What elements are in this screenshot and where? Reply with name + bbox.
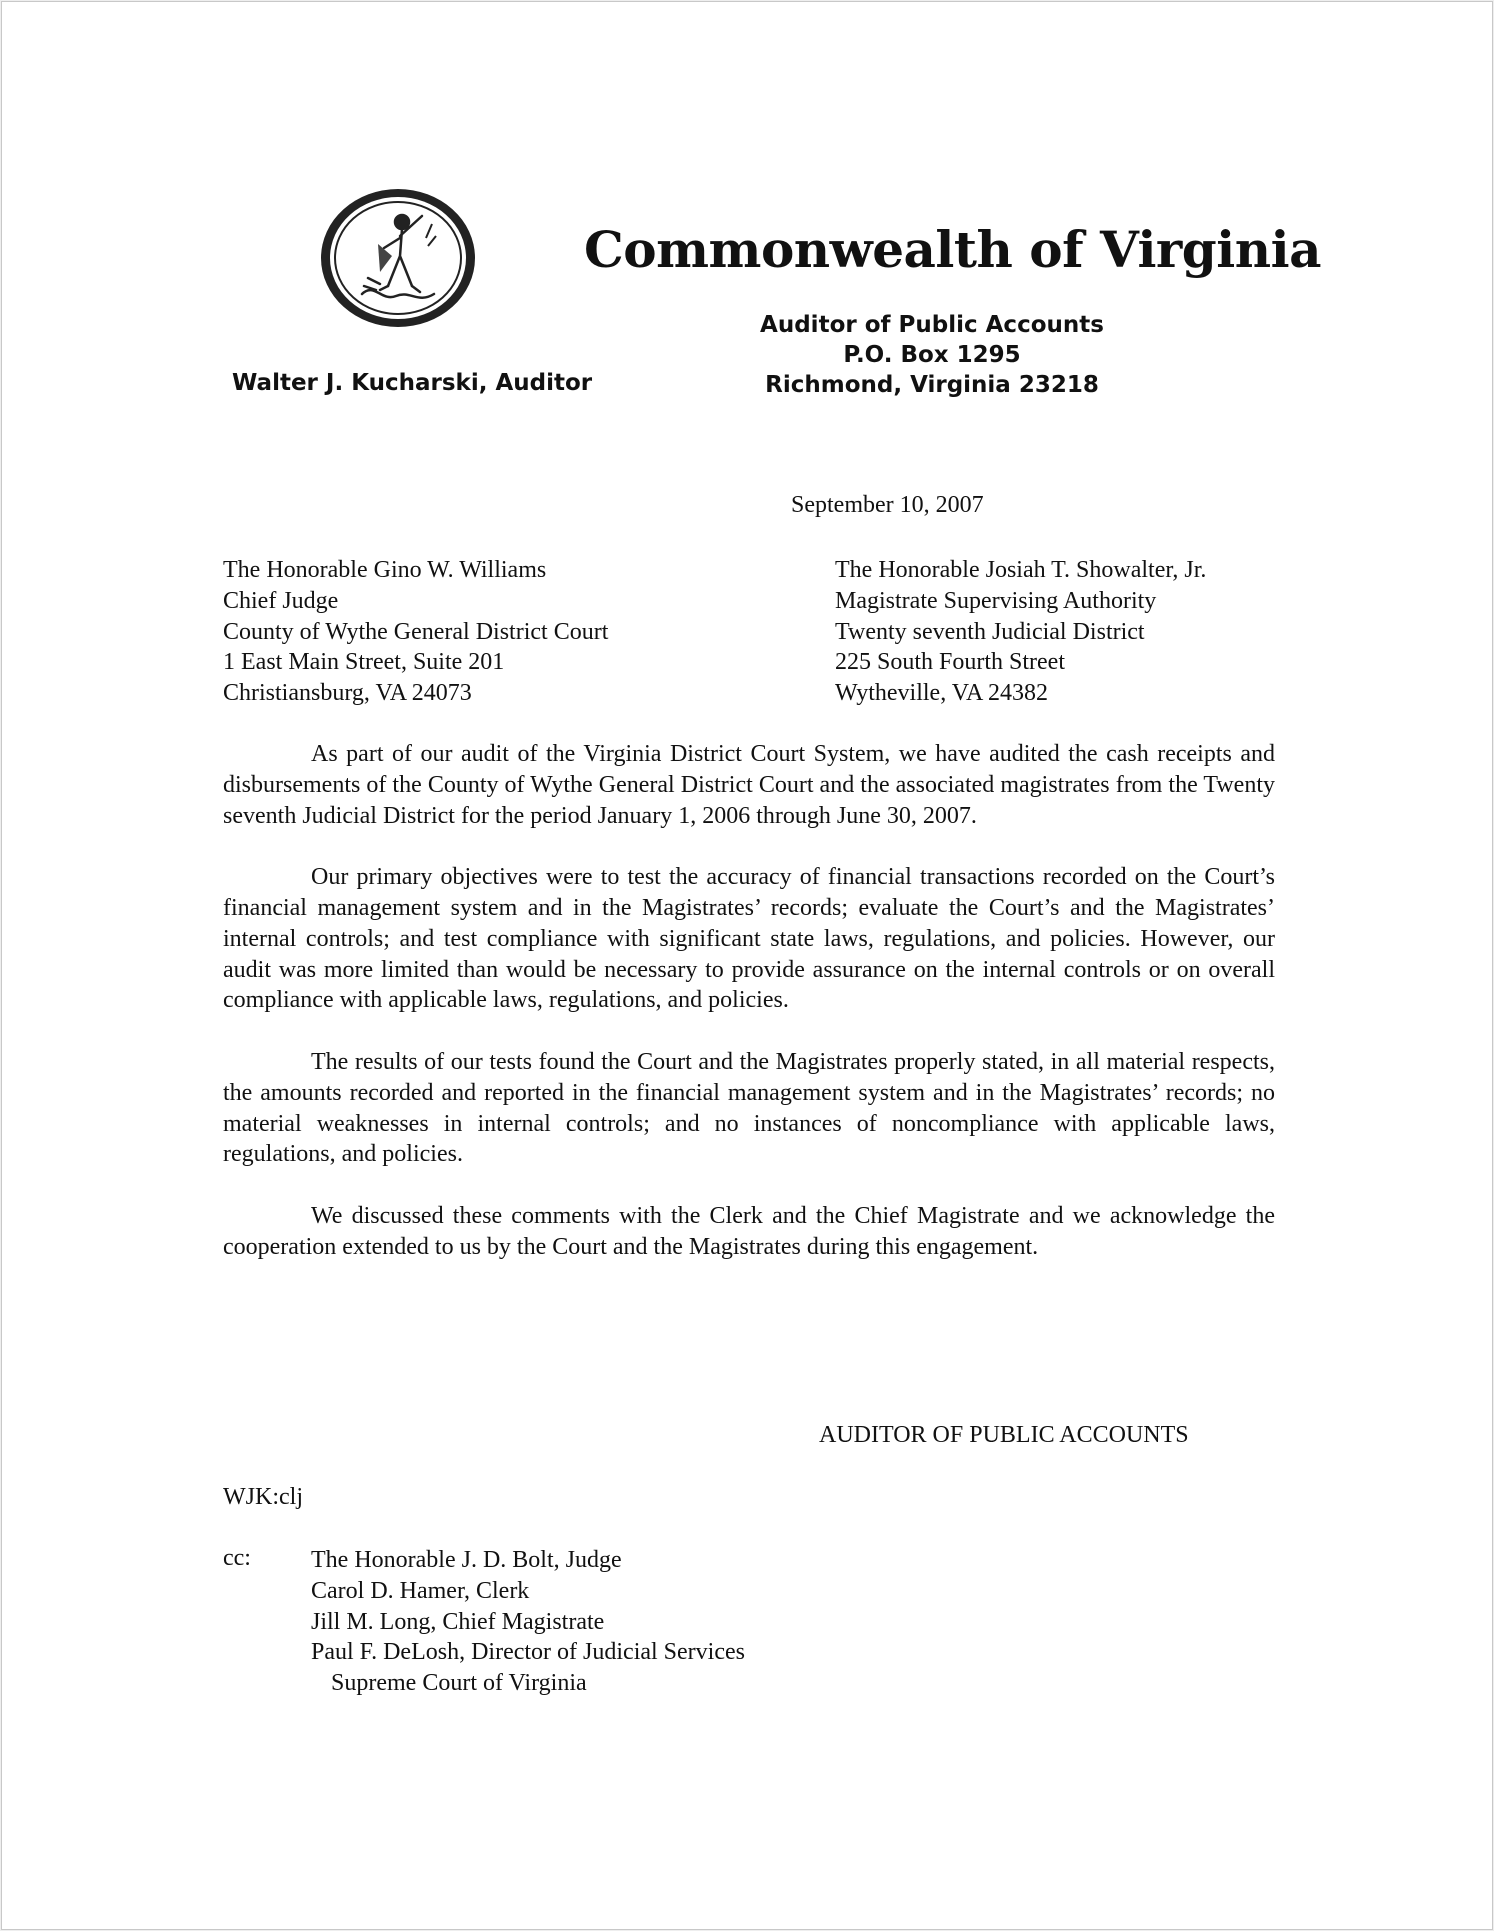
- typist-initials: WJK:clj: [223, 1484, 303, 1510]
- state-name-wordmark: Commonwealth of Virginia: [584, 220, 1321, 279]
- body-paragraph: As part of our audit of the Virginia District Court System, we have audited the cash receipts and disbursements of the County of Wythe General District Court and the associated magistrates from the Twenty seventh Judicial District for the period January 1, 2006 through June 30, 2007.: [223, 741, 1275, 829]
- cc-recipient: The Honorable J. D. Bolt, Judge: [311, 1547, 622, 1573]
- recipient-address-right: [835, 555, 1206, 709]
- body-paragraph: The results of our tests found the Court and the Magistrates properly stated, in all material respects, the amounts recorded and reported in the financial management system and in the Magistrates’ records; no material weaknesses in internal controls; and no instances of noncompliance with applicable laws, regulations, and policies.: [223, 1048, 1275, 1168]
- office-po-box: P.O. Box 1295: [843, 342, 1021, 368]
- auditor-name: Walter J. Kucharski, Auditor: [232, 370, 593, 396]
- letter-date: September 10, 2007: [791, 492, 984, 518]
- office-address-block: [682, 310, 1182, 400]
- address-line: Wytheville, VA 24382: [835, 680, 1048, 707]
- cc-label: cc:: [223, 1545, 251, 1571]
- address-line: Magistrate Supervising Authority: [835, 587, 1157, 614]
- body-paragraph: Our primary objectives were to test the accuracy of financial transactions recorded on the Court’s financial management system and in the Magistrates’ records; evaluate the Court’s and the Magistrates’ internal controls; and test compliance with significant state laws, regulations, and policies. However, our audit was more limited than would be necessary to provide assurance on the internal controls or on overall compliance with applicable laws, regulations, and policies.: [223, 864, 1275, 1014]
- office-title: Auditor of Public Accounts: [760, 312, 1104, 338]
- address-line: Chief Judge: [223, 587, 339, 614]
- address-line: The Honorable Josiah T. Showalter, Jr.: [835, 557, 1207, 583]
- letter-page: [1, 1, 1493, 1930]
- address-line: County of Wythe General District Court: [223, 618, 609, 645]
- cc-recipient: Jill M. Long, Chief Magistrate: [311, 1608, 605, 1635]
- cc-recipient: Carol D. Hamer, Clerk: [311, 1577, 530, 1604]
- cc-list: [311, 1545, 745, 1699]
- recipient-address-left: [223, 555, 608, 709]
- signoff: AUDITOR OF PUBLIC ACCOUNTS: [819, 1422, 1189, 1448]
- address-line: Twenty seventh Judicial District: [835, 618, 1145, 645]
- letter-body: [223, 739, 1275, 1293]
- address-line: Christiansburg, VA 24073: [223, 680, 472, 707]
- body-paragraph: We discussed these comments with the Clerk and the Chief Magistrate and we acknowledge the cooperation extended to us by the Court and the Magistrates during this engagement.: [223, 1202, 1275, 1260]
- address-line: 225 South Fourth Street: [835, 649, 1066, 676]
- office-city: Richmond, Virginia 23218: [765, 372, 1099, 398]
- address-line: 1 East Main Street, Suite 201: [223, 649, 505, 676]
- virginia-seal-icon: [318, 186, 478, 330]
- cc-recipient: Supreme Court of Virginia: [331, 1670, 587, 1697]
- cc-recipient: Paul F. DeLosh, Director of Judicial Services: [311, 1639, 745, 1666]
- address-line: The Honorable Gino W. Williams: [223, 557, 547, 583]
